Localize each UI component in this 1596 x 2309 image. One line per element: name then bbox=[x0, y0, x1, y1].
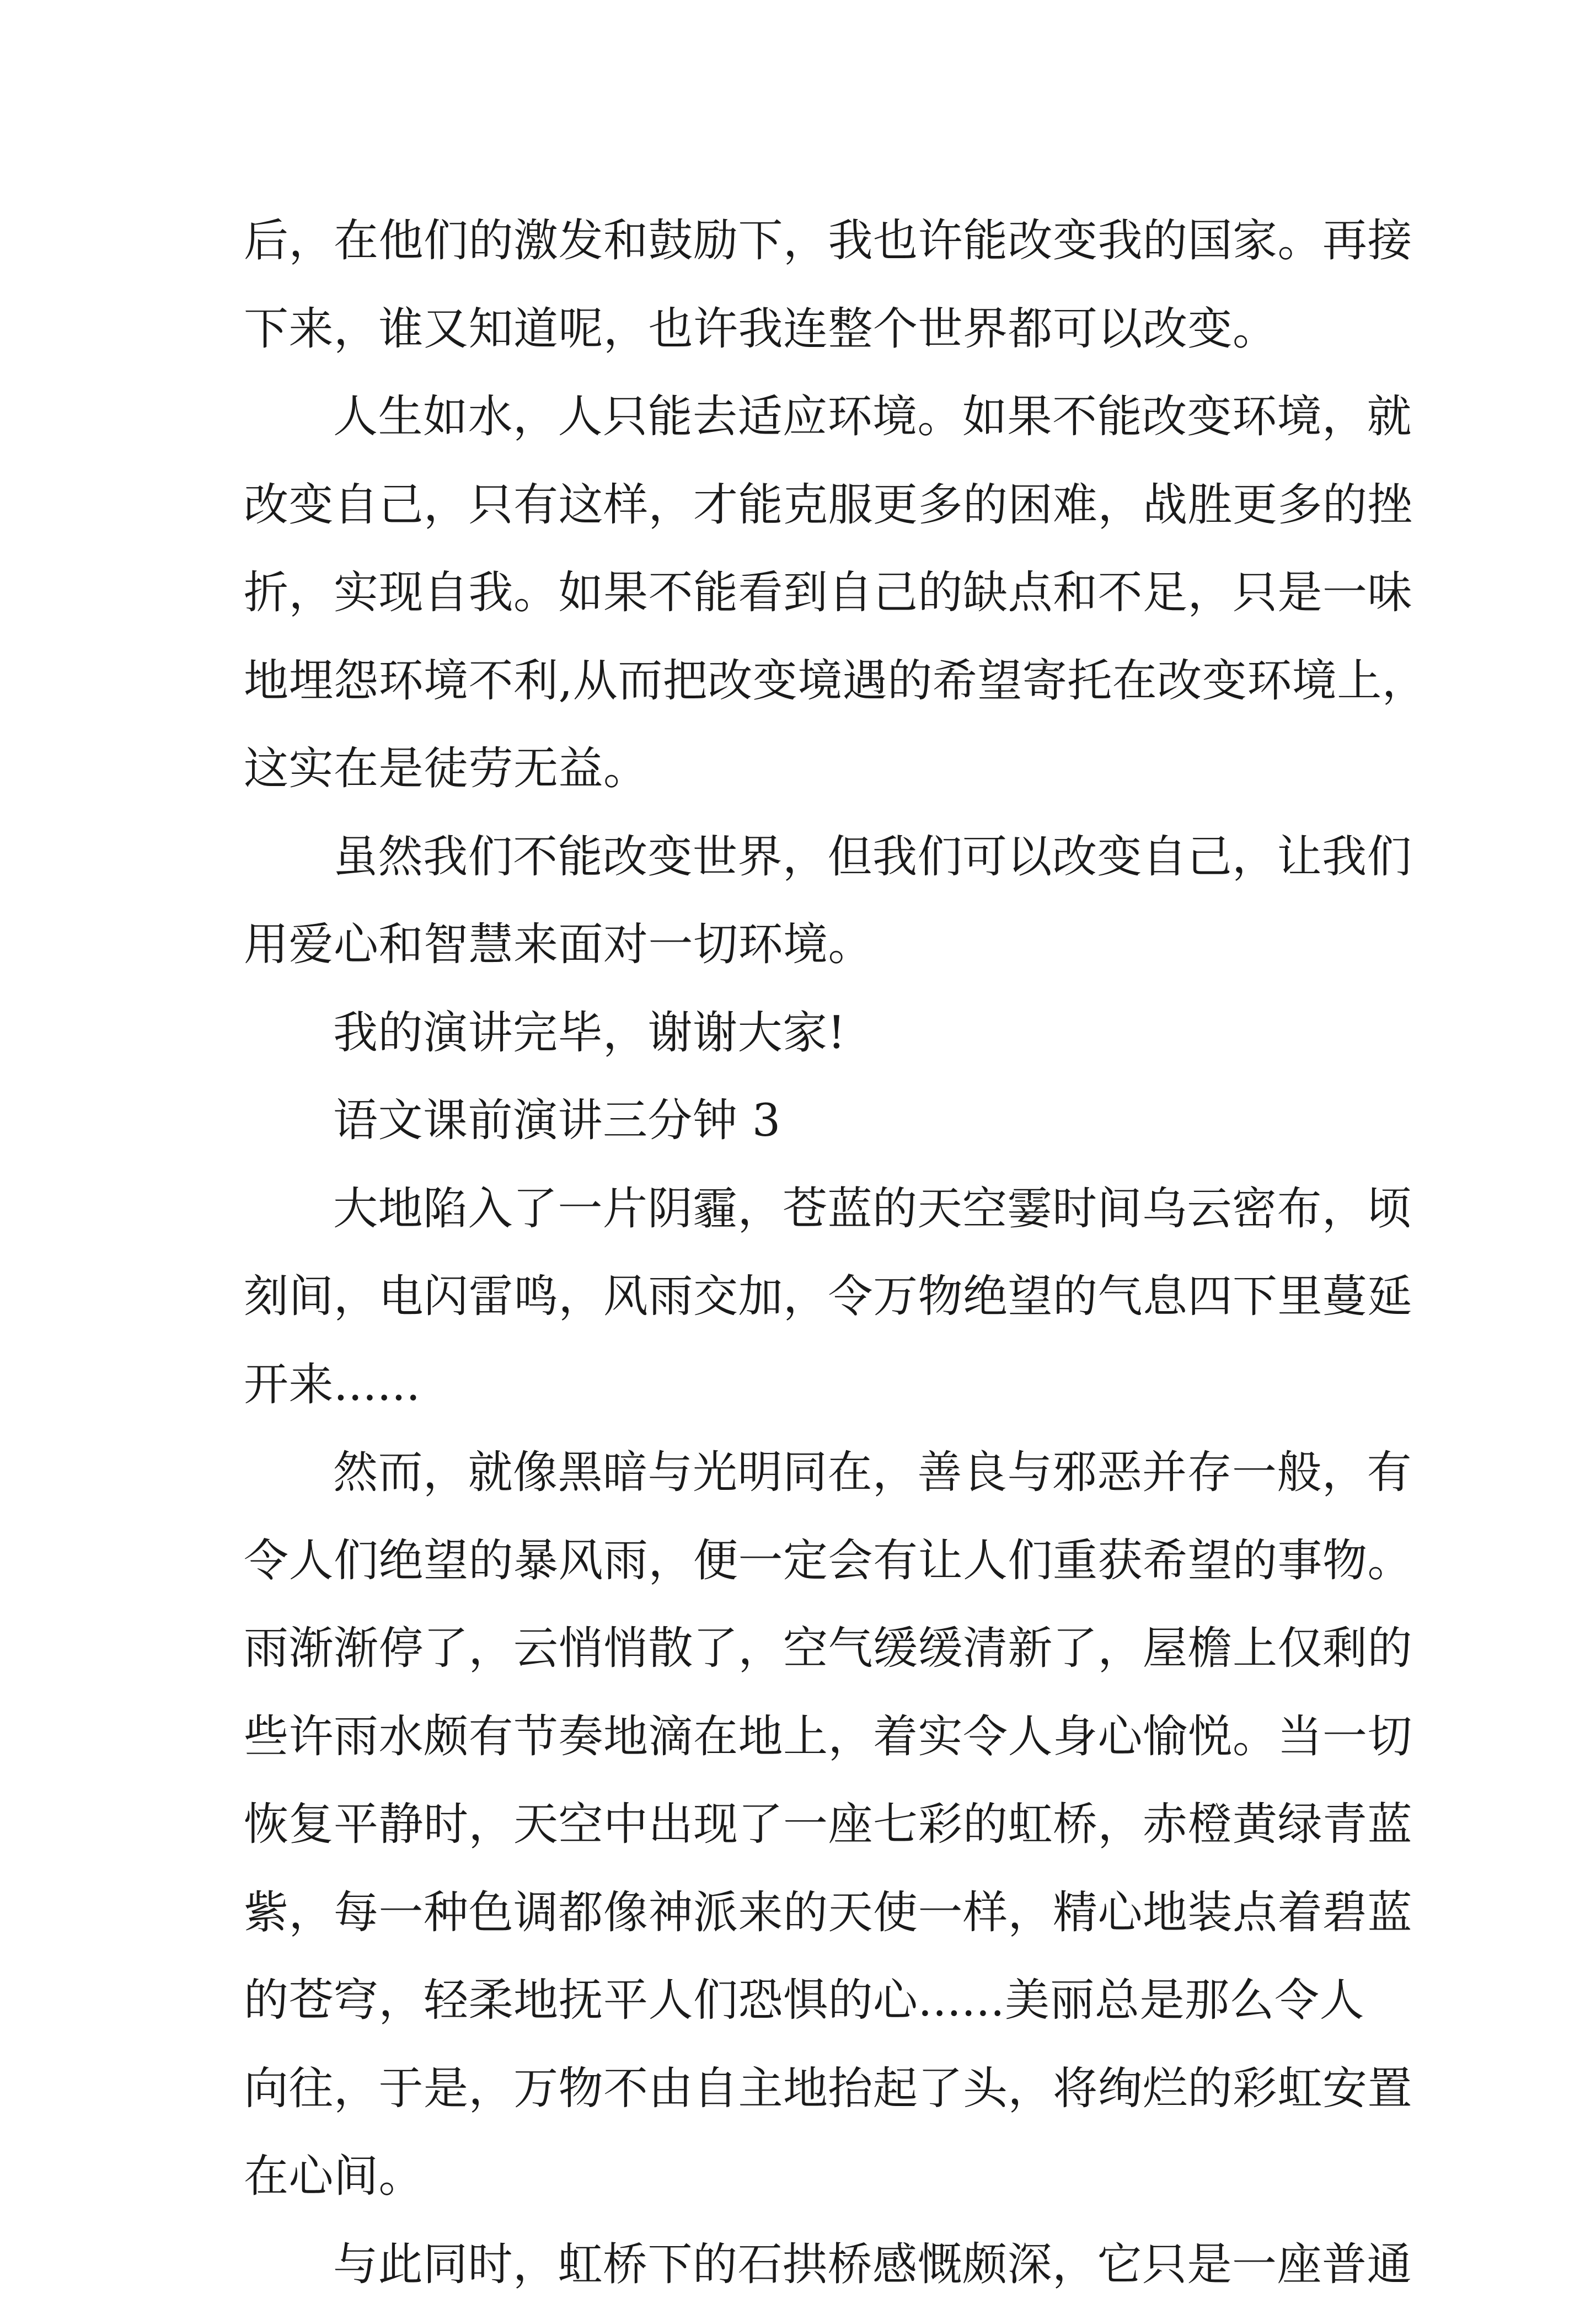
text-line: 在心间。 bbox=[244, 2133, 1358, 2221]
text-line: 地埋怨环境不利,从而把改变境遇的希望寄托在改变环境上， bbox=[244, 638, 1358, 726]
closing-line: 我的演讲完毕，谢谢大家! bbox=[244, 990, 1358, 1078]
paragraph-start-line: 然而，就像黑暗与光明同在，善良与邪恶并存一般，有 bbox=[244, 1429, 1358, 1517]
text-line: 这实在是徒劳无益。 bbox=[244, 725, 1358, 814]
text-line: 雨渐渐停了，云悄悄散了，空气缓缓清新了，屋檐上仅剩的 bbox=[244, 1605, 1358, 1693]
paragraph-start-line: 与此同时，虹桥下的石拱桥感慨颇深，它只是一座普通 bbox=[244, 2221, 1358, 2309]
text-line: 向往，于是，万物不由自主地抬起了头，将绚烂的彩虹安置 bbox=[244, 2045, 1358, 2134]
text-line: 刻间，电闪雷鸣，风雨交加，令万物绝望的气息四下里蔓延 bbox=[244, 1253, 1358, 1341]
paragraph-start-line: 人生如水，人只能去适应环境。如果不能改变环境，就 bbox=[244, 373, 1358, 462]
text-line: 后，在他们的激发和鼓励下，我也许能改变我的国家。再接 bbox=[244, 197, 1358, 286]
text-line: 恢复平静时，天空中出现了一座七彩的虹桥，赤橙黄绿青蓝 bbox=[244, 1781, 1358, 1869]
text-line: 令人们绝望的暴风雨，便一定会有让人们重获希望的事物。 bbox=[244, 1517, 1358, 1606]
text-line: 些许雨水颇有节奏地滴在地上，着实令人身心愉悦。当一切 bbox=[244, 1693, 1358, 1782]
text-line: 用爱心和智慧来面对一切环境。 bbox=[244, 901, 1358, 990]
paragraph-start-line: 大地陷入了一片阴霾，苍蓝的天空霎时间乌云密布，顷 bbox=[244, 1166, 1358, 1254]
text-line: 紫，每一种色调都像神派来的天使一样，精心地装点着碧蓝 bbox=[244, 1869, 1358, 1958]
text-line: 改变自己，只有这样，才能克服更多的困难，战胜更多的挫 bbox=[244, 462, 1358, 550]
text-line: 折，实现自我。如果不能看到自己的缺点和不足，只是一味 bbox=[244, 549, 1358, 638]
text-line: 下来，谁又知道呢，也许我连整个世界都可以改变。 bbox=[244, 286, 1358, 374]
paragraph-start-line: 虽然我们不能改变世界，但我们可以改变自己，让我们 bbox=[244, 814, 1358, 902]
section-heading: 语文课前演讲三分钟 3 bbox=[244, 1077, 1358, 1166]
document-body bbox=[244, 197, 1358, 2309]
text-line: 开来...... bbox=[244, 1341, 1358, 1430]
text-line: 的苍穹，轻柔地抚平人们恐惧的心......美丽总是那么令人 bbox=[244, 1957, 1358, 2045]
